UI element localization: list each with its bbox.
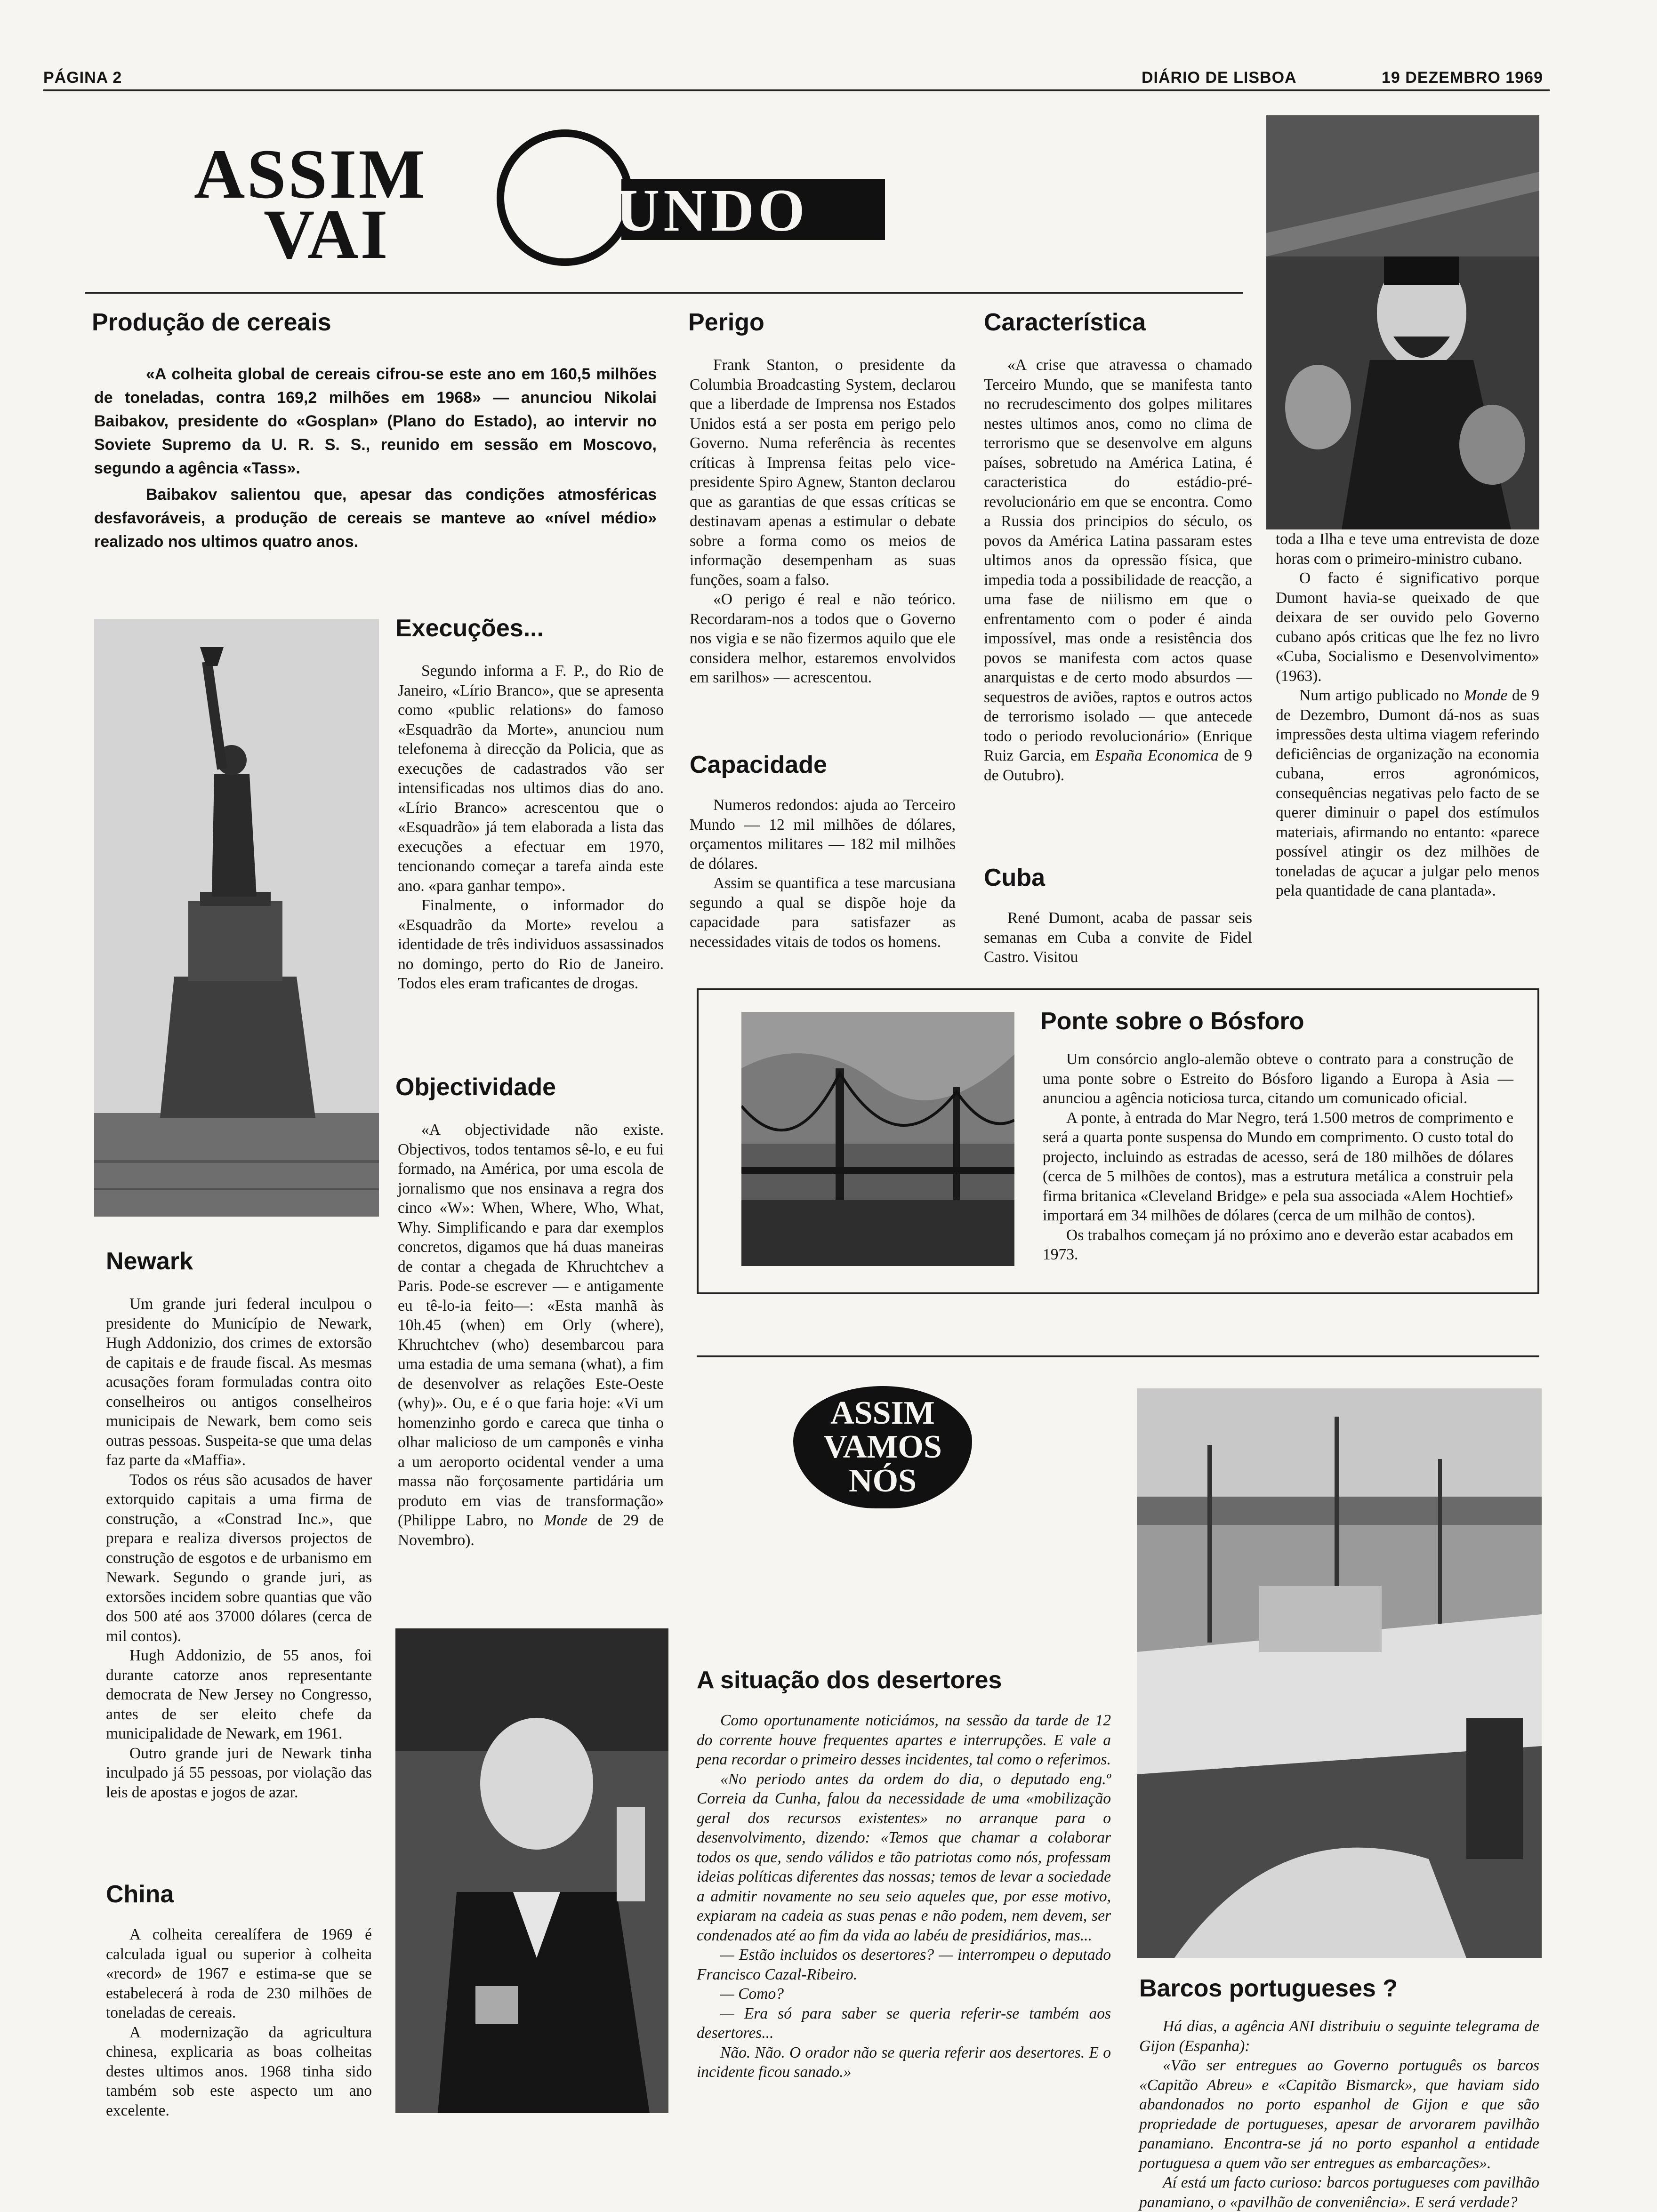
heading-cuba: Cuba [984, 864, 1045, 891]
heading-perigo: Perigo [688, 309, 764, 336]
paragraph: «Vão ser entregues ao Governo português os barcos «Capitão Abreu» e «Capitão Bismarck», que haviam sido abandonados no porto espanhol de Gijon e que são propriedade de portugueses, apesar de arvorarem pavilhão panamiano. Encontra-se já no porto espanhol a entidade portuguesa a quem vão ser entregues as embarcações». [1139, 2057, 1539, 2172]
photo-bosphorus-bridge [741, 1012, 1014, 1266]
article-cuba-continued [1276, 529, 1539, 901]
issue-date: 19 DEZEMBRO 1969 [1382, 69, 1543, 87]
badge-line-1: ASSIM [830, 1395, 935, 1431]
quote-end: de 9 de Outubro). [984, 747, 1252, 784]
paragraph [984, 355, 1252, 785]
text: de 29 de Novembro). [398, 1512, 664, 1549]
paragraph: Finalmente, o informador do «Esquadrão da Morte» revelou a identidade de três individuos assassinados no domingo, perto do Rio de Janeiro. Todos eles eram traficantes de drogas. [398, 897, 664, 992]
paragraph: A colheita cerealífera de 1969 é calculada igual ou superior à colheita «record» de 1967 e estima-se que se estabelecerá à roda de 230 milhões de toneladas de cereais. [106, 1926, 372, 2021]
article-perigo [690, 355, 956, 688]
paragraph [1276, 686, 1539, 901]
paragraph: Segundo informa a F. P., do Rio de Janeiro, «Lírio Branco», que se apresenta como «public relations» do famoso «Esquadrão da Morte», anunciou num telefonema à direcção da Policia, que as execuções de cadastrados vão ser intensificadas nos ultimos dias do ano. «Lírio Branco» acrescentou que o «Esquadrão» já tem elaborada a lista das execuções a efectuar em 1970, tencionando começar a tarefa ainda este ano. «para ganhar tempo». [398, 662, 664, 895]
paragraph: Baibakov salientou que, apesar das condições atmosféricas desfavoráveis, a produção de cereais se manteve ao «nível médio» realizado nos ultimos quatro anos. [94, 486, 657, 551]
article-producao-de-cereais [94, 362, 657, 556]
paragraph: Outro grande juri de Newark tinha inculpado já 55 pessoas, por violação das leis de apostas e jogos de azar. [106, 1744, 372, 1801]
banner-vai: VAI [264, 195, 390, 273]
paragraph: Como oportunamente noticiámos, na sessão da tarde de 12 do corrente houve frequentes apartes e interrupções. E vale a pena recordar o primeiro desses incidentes, tal como o referimos. [697, 1712, 1111, 1768]
paragraph: — Estão incluidos os desertores? — interrompeu o deputado Francisco Cazal-Ribeiro. [697, 1946, 1111, 1983]
paragraph: Não. Não. O orador não se queria referir aos desertores. E o incidente ficou sanado.» [697, 2044, 1111, 2081]
paragraph [398, 1120, 664, 1550]
heading-execucoes: Execuções... [395, 615, 544, 642]
paragraph: «No periodo antes da ordem do dia, o deputado eng.º Correia da Cunha, falou da necessidade de uma «mobilização geral dos recursos existentes» no arranque para o desenvolvimento, dizendo: «Temos que chamar a colaborar todos os que, sendo válidos e tão patriotas como nós, professam ideias políticas diferentes das nossas; temos de levar a sociedade a admitir novamente no seu seio aqueles que, por esse motivo, expiaram na cadeia as suas penas e não podem, nem devem, ser condenados até ao fim da vida ao labéu de presidiários, mas... [697, 1770, 1111, 1944]
paragraph: Um grande juri federal inculpou o presidente do Município de Newark, Hugh Addonizio, dos crimes de extorsão de capitais e de fraude fiscal. As mesmas acusações foram formuladas contra oito conselheiros ou antigos conselheiros municipais de Newark, bem como seis outras pessoas. Suspeita-se que uma delas faz parte da «Maffia». [106, 1295, 372, 1469]
heading-capacidade: Capacidade [690, 751, 827, 778]
heading-producao-de-cereais: Produção de cereais [92, 309, 331, 336]
paragraph: Numeros redondos: ajuda ao Terceiro Mundo — 12 mil milhões de dólares, orçamentos militares — 182 mil milhões de dólares. [690, 796, 956, 873]
header-rule [43, 89, 1550, 91]
article-newark [106, 1294, 372, 1802]
article-caracteristica [984, 355, 1252, 785]
article-execucoes [398, 661, 664, 994]
newspaper-name: DIÁRIO DE LISBOA [1142, 69, 1297, 87]
badge-line-3: NÓS [849, 1463, 917, 1499]
source-name: Monde [1464, 687, 1508, 704]
text: Num artigo publicado no [1299, 687, 1464, 704]
paragraph: «A colheita global de cereais cifrou-se este ano em 160,5 milhões de toneladas, contra 169,2 milhões em 1968» — anunciou Nikolai Baibakov, presidente do «Gosplan» (Plano do Estado), ao intervir no Soviete Supremo da U. R. S. S., reunido em sessão em Moscovo, segundo a agência «Tass». [94, 365, 657, 477]
section-banner-assim-vai-o-mundo [188, 127, 885, 273]
heading-a-situacao-dos-desertores: A situação dos desertores [697, 1667, 1002, 1694]
photo-barcos-portugueses [1137, 1388, 1542, 1958]
text: «A objectividade não existe. Objectivos, todos tentamos sê-lo, e eu fui formado, na América, por uma escola de jornalismo que nos ensinava a regra dos cinco «W»: When, Where, Who, What, Why. Simplificando e para dar exemplos concretos, digamos que há duas maneiras de contar a chegada de Khruchtchev a Paris. Pode-se escrever — e antigamente eu tê-lo-ia feito—: «Esta manhã às 10h.45 (when) em Orly (where), Khruchtchev (who) desembarcou para uma estadia de uma semana (what), a fim de desenvolver as relações Este-Oeste (why)». Ou, e é o que faria hoje: «Vi um homenzinho gordo e careca que tinha o olhar malicioso de um camponês e vinha a um aeroporto ocidental vender a uma massa não forçosamente partidária um produto em vias de transformação» (Philippe Labro, no [398, 1121, 664, 1529]
paragraph: Hugh Addonizio, de 55 anos, foi durante catorze anos representante democrata de New Jersey no Congresso, antes de ser eleito chefe da municipalidade de Newark, em 1961. [106, 1647, 372, 1742]
paragraph: — Era só para saber se queria referir-se também aos desertores... [697, 2004, 1111, 2042]
text: de 9 de Dezembro, Dumont dá-nos as suas impressões desta ultima viagem referindo deficiências de organização na economia cubana, erros agronómicos, consequências negativas pelo facto de se querer diminuir o papel dos estímulos materiais, afirmando no entanto: «parece possível atingir os dez milhões de toneladas de açucar a julgar pelo menos pela quantidade de cana plantada». [1276, 687, 1539, 899]
article-capacidade [690, 795, 956, 952]
section-badge-assim-vamos-nos [793, 1386, 972, 1508]
paragraph: Todos os réus são acusados de haver extorquido capitais a uma firma de construção, a «Constrad Inc.», que prepara e realiza diversos projectos de construção de esgotos e de urbanismo em Newark. Segundo o grande juri, as extorsões incidem sobre quantias que vão dos 500 até aos 37000 dólares (cerca de mil contos). [106, 1471, 372, 1645]
source-name: Monde [543, 1512, 587, 1529]
badge-line-2: VAMOS [823, 1429, 942, 1465]
photo-statue-of-liberty [94, 619, 379, 1217]
banner-assim: ASSIM [194, 135, 427, 213]
paragraph: Há dias, a agência ANI distribuiu o seguinte telegrama de Gijon (Espanha): [1139, 2018, 1539, 2055]
paragraph: A modernização da agricultura chinesa, explicaria as boas colheitas destes ultimos anos. 1968 tinha sido também sob este aspecto um ano excelente. [106, 2023, 372, 2119]
article-objectividade [398, 1120, 664, 1550]
article-china [106, 1925, 372, 2120]
source-name: España Economica [1095, 747, 1219, 764]
banner-mundo: MUNDO [555, 177, 809, 244]
page-number: PÁGINA 2 [43, 69, 122, 87]
paragraph: Assim se quantifica a tese marcusiana segundo a qual se dispõe hoje da capacidade para satisfazer as necessidades vitais de todos os homens. [690, 874, 956, 951]
paragraph: toda a Ilha e teve uma entrevista de doze horas com o primeiro-ministro cubano. [1276, 530, 1539, 568]
heading-china: China [106, 1881, 174, 1908]
heading-barcos-portugueses: Barcos portugueses ? [1139, 1975, 1398, 2002]
article-ponte-sobre-o-bosforo [1043, 1050, 1513, 1265]
paragraph: «O perigo é real e não teórico. Recordaram-nos a todos que o Governo nos vigia e se não fizermos aquilo que ele considera melhor, estaremos envolvidos em sarilhos» — acrescentou. [690, 591, 956, 686]
banner-rule [85, 292, 1243, 294]
photo-fidel-castro [1266, 115, 1539, 529]
article-cuba-start [984, 908, 1252, 967]
paragraph: René Dumont, acaba de passar seis semanas em Cuba a convite de Fidel Castro. Visitou [984, 909, 1252, 966]
article-a-situacao-dos-desertores [697, 1711, 1111, 2082]
paragraph: A ponte, à entrada do Mar Negro, terá 1.500 metros de comprimento e será a quarta ponte suspensa do Mundo em comprimento. O custo total do projecto, incluindo as estradas de acesso, será de 180 milhões de dólares (cerca de 5 milhões de contos), mas a estrutura metálica a construir pela firma britanica «Cleveland Bridge» e pela sua associada «Alem Hochtief» importará em 34 milhões de dólares (cerca de um milhão de contos). [1043, 1109, 1513, 1224]
quote-text: «A crise que atravessa o chamado Terceiro Mundo, que se manifesta tanto no recrudescimento dos golpes militares nestes ultimos anos, como no clima de terrorismo que se desenvolve em alguns países, sobretudo na América Latina, é caracteristica do estádio-pré-revolucionário em que se encontra. Como a Russia dos principios do século, os povos da América Latina passaram estes ultimos anos da opressão física, que impedia toda a possibilidade de reacção, a uma fase de niilismo em que o enfrentamento com o poder é ainda impossível, mas onde a resistência dos povos se manifesta com actos quase anarquistas e de certo modo absurdos — sequestros de aviões, raptos e outros actos de terrorismo isolado — que antecede todo o periodo revolucionário» (Enrique Ruiz Garcia, em [984, 356, 1252, 764]
paragraph: Frank Stanton, o presidente da Columbia Broadcasting System, declarou que a liberdade de Imprensa nos Estados Unidos está a ser posta em perigo pelo Governo. Numa referência às recentes críticas à Imprensa feitas pelo vice-presidente Spiro Agnew, Stanton declarou que as garantias de que essas críticas se destinavam apenas a estimular o debate sobre a forma como os meios de informação desempenham as suas funções, soam a falso. [690, 356, 956, 589]
paragraph: Aí está um facto curioso: barcos portugueses com pavilhão panamiano, o «pavilhão de conveniência». E será verdade? [1139, 2174, 1539, 2211]
paragraph: Um consórcio anglo-alemão obteve o contrato para a construção de uma ponte sobre o Estreito do Bósforo ligando a Europa à Asia — anunciou a agência noticiosa turca, citando um comunicado oficial. [1043, 1050, 1513, 1107]
heading-ponte-sobre-o-bosforo: Ponte sobre o Bósforo [1040, 1008, 1304, 1035]
heading-caracteristica: Característica [984, 309, 1146, 336]
paragraph: Os trabalhos começam já no próximo ano e deverão estar acabados em 1973. [1043, 1226, 1513, 1263]
section-rule [697, 1355, 1539, 1357]
photo-khrushchev [395, 1628, 668, 2113]
heading-newark: Newark [106, 1248, 193, 1275]
heading-objectividade: Objectividade [395, 1074, 556, 1101]
article-barcos-portugueses [1139, 2017, 1539, 2212]
paragraph: O facto é significativo porque Dumont havia-se queixado de que deixara de ser ouvido pelo Governo cubano após criticas que lhe fez no livro «Cuba, Socialismo e Desenvolvimento» (1963). [1276, 569, 1539, 685]
paragraph: — Como? [720, 1985, 784, 2003]
